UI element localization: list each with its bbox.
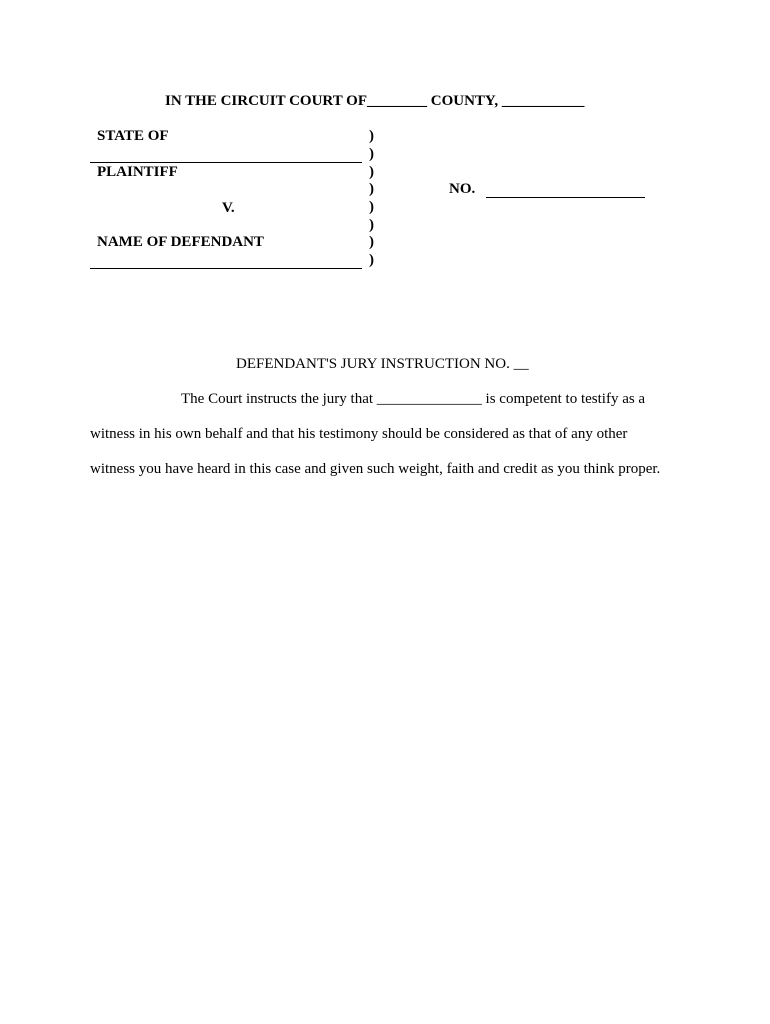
instruction-line-2: witness in his own behalf and that his testimony should be considered as that of any other bbox=[90, 426, 628, 442]
caption-paren: ) bbox=[369, 234, 374, 250]
case-number-line bbox=[486, 197, 645, 198]
instruction-title: DEFENDANT'S JURY INSTRUCTION NO. __ bbox=[236, 356, 529, 372]
versus-label: V. bbox=[222, 200, 235, 216]
instruction-line-1: The Court instructs the jury that ______________ is competent to testify as a bbox=[181, 391, 646, 407]
caption-paren: ) bbox=[369, 252, 374, 268]
caption-paren: ) bbox=[369, 128, 374, 144]
caption-paren: ) bbox=[369, 217, 374, 233]
caption-paren: ) bbox=[369, 181, 374, 197]
caption-paren: ) bbox=[369, 164, 374, 180]
state-of-label: STATE OF bbox=[97, 128, 169, 144]
court-heading: IN THE CIRCUIT COURT OF________ COUNTY, ___________ bbox=[165, 93, 585, 109]
defendant-label: NAME OF DEFENDANT bbox=[97, 234, 264, 250]
caption-paren: ) bbox=[369, 199, 374, 215]
case-number-label: NO. bbox=[449, 181, 476, 197]
defendant-signature-line bbox=[90, 268, 362, 269]
caption-paren: ) bbox=[369, 146, 374, 162]
plaintiff-signature-line bbox=[90, 162, 362, 163]
instruction-line-3: witness you have heard in this case and given such weight, faith and credit as you think proper. bbox=[90, 461, 661, 477]
plaintiff-label: PLAINTIFF bbox=[97, 164, 178, 180]
